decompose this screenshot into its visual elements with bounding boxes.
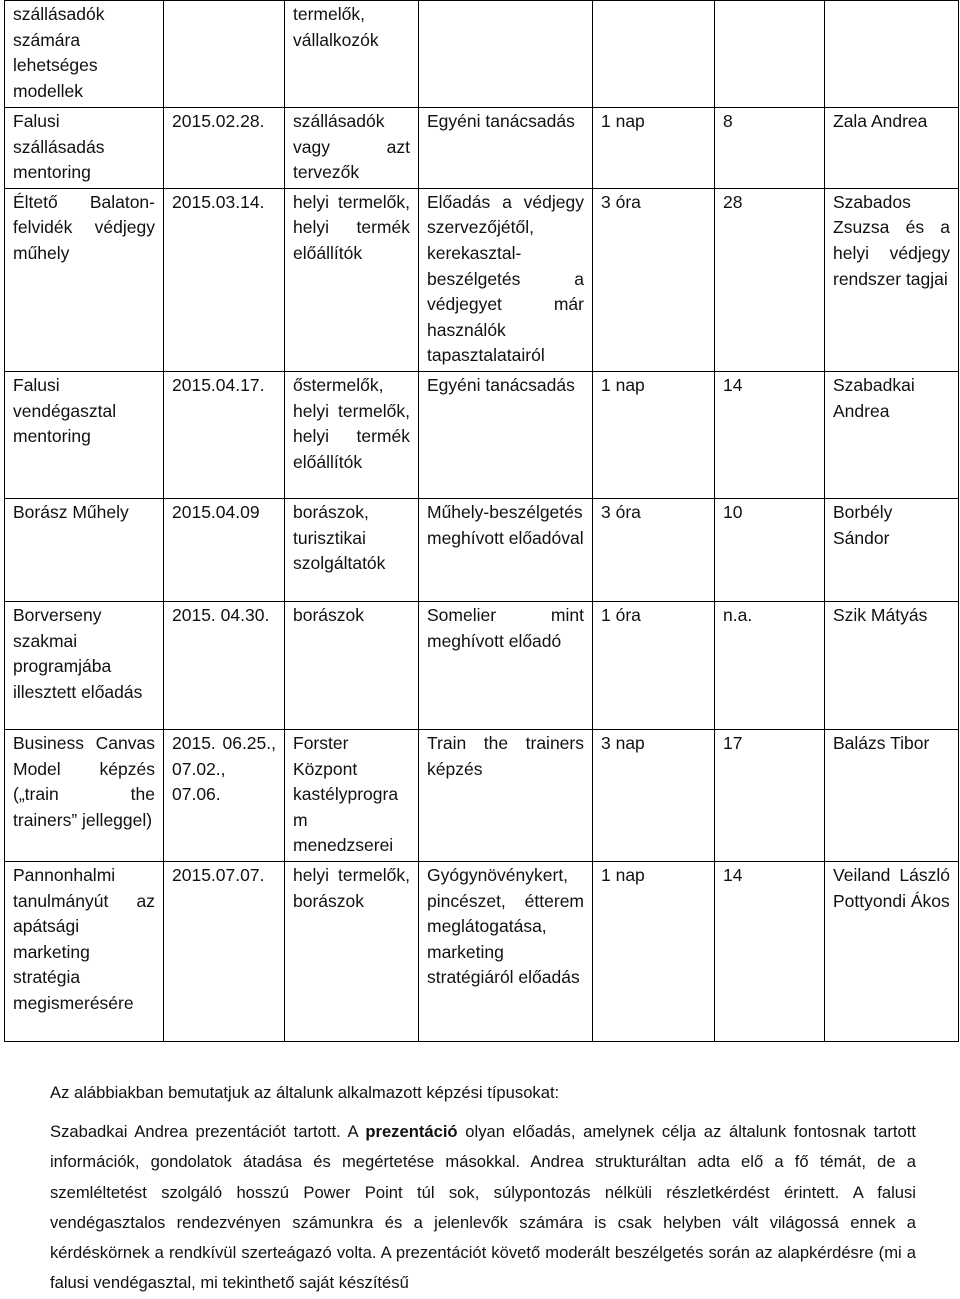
table-row bbox=[5, 188, 959, 371]
duration-cell: 1 nap bbox=[593, 108, 715, 189]
audience-cell: őstermelők, helyi termelők, helyi termék előállítók bbox=[285, 371, 419, 498]
presenter-cell bbox=[825, 1, 959, 108]
table-row bbox=[5, 601, 959, 729]
format-cell: Egyéni tanácsadás bbox=[419, 108, 593, 189]
table-row bbox=[5, 1, 959, 108]
table-row bbox=[5, 371, 959, 498]
presenter-cell: Szabadkai Andrea bbox=[825, 371, 959, 498]
program-cell: Falusi szállásadás mentoring bbox=[5, 108, 164, 189]
participants-cell: 17 bbox=[715, 729, 825, 861]
program-cell: Falusi vendégasztal mentoring bbox=[5, 371, 164, 498]
date-cell: 2015.03.14. bbox=[164, 188, 285, 371]
format-cell: Gyógynövénykert, pincészet, étterem meglátogatása, marketing stratégiáról előadás bbox=[419, 861, 593, 1041]
date-cell: 2015. 04.30. bbox=[164, 601, 285, 729]
program-cell: Borász Műhely bbox=[5, 498, 164, 601]
audience-cell: szállásadók vagy azt tervezők bbox=[285, 108, 419, 189]
events-table bbox=[4, 0, 959, 1042]
format-cell: Train the trainers képzés bbox=[419, 729, 593, 861]
table-row bbox=[5, 861, 959, 1041]
program-cell: Pannonhalmi tanulmányút az apátsági marketing stratégia megismerésére bbox=[5, 861, 164, 1041]
audience-cell: helyi termelők, borászok bbox=[285, 861, 419, 1041]
duration-cell bbox=[593, 1, 715, 108]
table-row bbox=[5, 498, 959, 601]
duration-cell: 3 óra bbox=[593, 498, 715, 601]
paragraph-rest: olyan előadás, amelynek célja az általunk fontosnak tartott információk, gondolatok átadása és megértetése másokkal. Andrea strukturáltan adta elő a fő témát, de a szemléltetést szolgáló hosszú Power Point túl sok, súlypontozás nélküli részletkérdést érintett. A falusi vendégasztalos rendezvényen számunkra és a jelenlevők számára is csak helyben vált világossá ennek a kérdéskörnek a rendkívül szerteágazó volta. A prezentációt követő moderált beszélgetés során az alapkérdésre (mi a falusi vendégasztal, mi tekinthető saját készítésű bbox=[50, 1122, 916, 1293]
intro-paragraph: Az alábbiakban bemutatjuk az általunk alkalmazott képzési típusokat: bbox=[50, 1083, 560, 1102]
program-cell: Business Canvas Model képzés („train the trainers” jelleggel) bbox=[5, 729, 164, 861]
format-cell: Somelier mint meghívott előadó bbox=[419, 601, 593, 729]
duration-cell: 3 nap bbox=[593, 729, 715, 861]
body-text bbox=[50, 1078, 916, 1298]
audience-cell: borászok bbox=[285, 601, 419, 729]
participants-cell: n.a. bbox=[715, 601, 825, 729]
audience-cell: termelők, vállalkozók bbox=[285, 1, 419, 108]
presenter-cell: Zala Andrea bbox=[825, 108, 959, 189]
format-cell: Egyéni tanácsadás bbox=[419, 371, 593, 498]
participants-cell: 8 bbox=[715, 108, 825, 189]
bold-term: prezentáció bbox=[365, 1122, 458, 1142]
table-row bbox=[5, 729, 959, 861]
duration-cell: 1 nap bbox=[593, 371, 715, 498]
participants-cell bbox=[715, 1, 825, 108]
presentation-paragraph bbox=[50, 1117, 916, 1298]
program-cell: szállásadók számára lehetséges modellek bbox=[5, 1, 164, 108]
date-cell: 2015.04.17. bbox=[164, 371, 285, 498]
presenter-cell: Szik Mátyás bbox=[825, 601, 959, 729]
format-cell bbox=[419, 1, 593, 108]
duration-cell: 3 óra bbox=[593, 188, 715, 371]
format-cell: Műhely-beszélgetés meghívott előadóval bbox=[419, 498, 593, 601]
date-cell: 2015.02.28. bbox=[164, 108, 285, 189]
date-cell: 2015.04.09 bbox=[164, 498, 285, 601]
duration-cell: 1 óra bbox=[593, 601, 715, 729]
audience-cell: Forster Központ kastélyprogram menedzserei bbox=[285, 729, 419, 861]
participants-cell: 10 bbox=[715, 498, 825, 601]
participants-cell: 14 bbox=[715, 371, 825, 498]
format-cell: Előadás a védjegy szervezőjétől, kerekasztal-beszélgetés a védjegyet már használók tapasztalatairól bbox=[419, 188, 593, 371]
duration-cell: 1 nap bbox=[593, 861, 715, 1041]
date-cell: 2015.07.07. bbox=[164, 861, 285, 1041]
date-cell bbox=[164, 1, 285, 108]
paragraph-start: Szabadkai Andrea prezentációt tartott. A bbox=[50, 1122, 366, 1142]
table-row bbox=[5, 108, 959, 189]
presenter-cell: Balázs Tibor bbox=[825, 729, 959, 861]
participants-cell: 28 bbox=[715, 188, 825, 371]
participants-cell: 14 bbox=[715, 861, 825, 1041]
presenter-cell: Szabados Zsuzsa és a helyi védjegy rendszer tagjai bbox=[825, 188, 959, 371]
presenter-cell: Borbély Sándor bbox=[825, 498, 959, 601]
program-cell: Borverseny szakmai programjába illesztett előadás bbox=[5, 601, 164, 729]
audience-cell: borászok, turisztikai szolgáltatók bbox=[285, 498, 419, 601]
presenter-cell: Veiland László Pottyondi Ákos bbox=[825, 861, 959, 1041]
program-cell: Éltető Balaton-felvidék védjegy műhely bbox=[5, 188, 164, 371]
date-cell: 2015. 06.25., 07.02., 07.06. bbox=[164, 729, 285, 861]
audience-cell: helyi termelők, helyi termék előállítók bbox=[285, 188, 419, 371]
